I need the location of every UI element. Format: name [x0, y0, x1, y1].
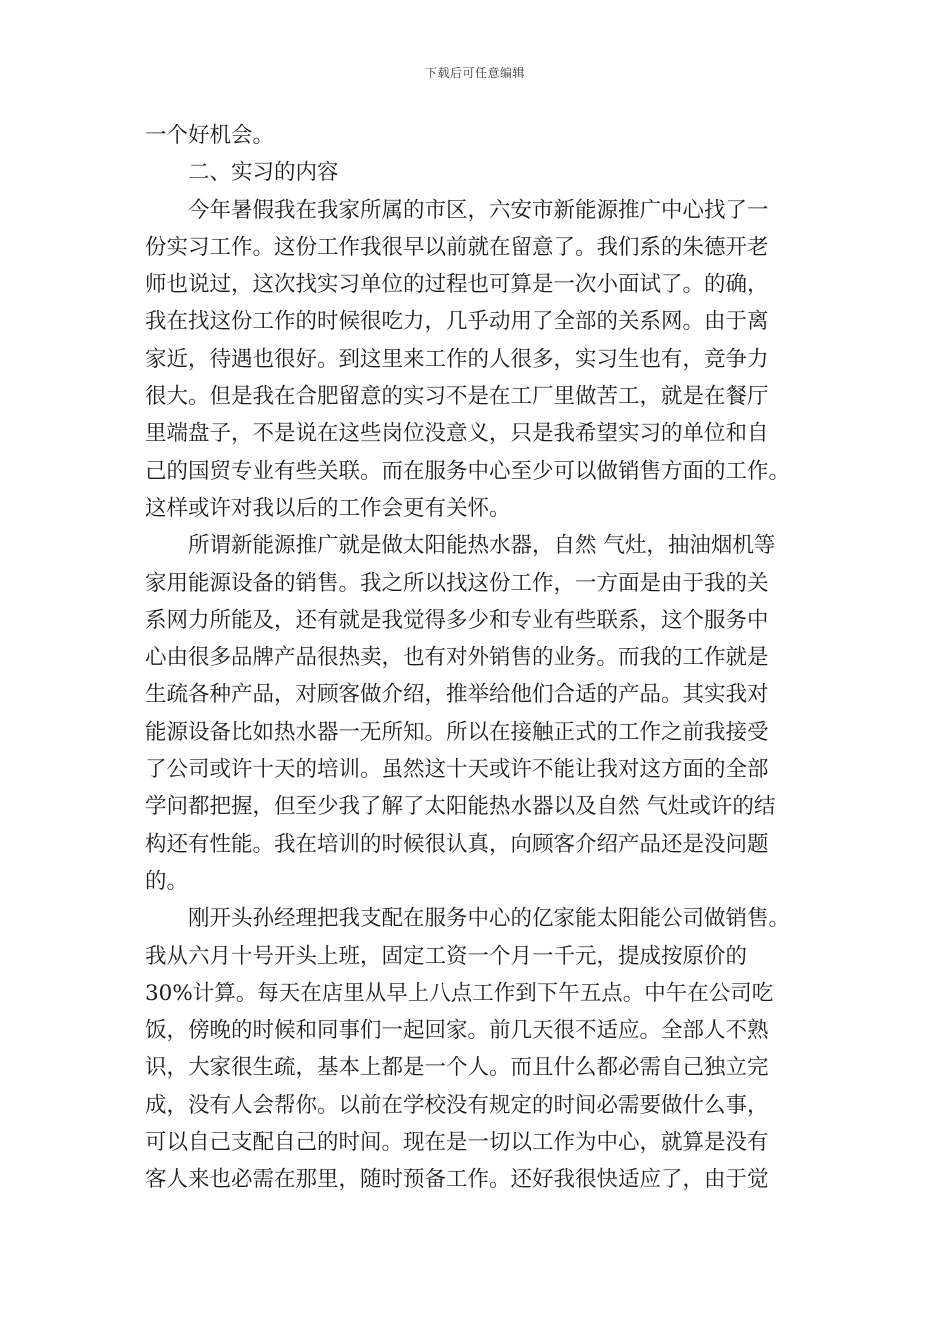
text-line: 学问都把握，但至少我了解了太阳能热水器以及自然 气灶或许的结 [145, 794, 776, 820]
text-line: 家近，待遇也很好。到这里来工作的人很多，实习生也有，竞争力 [145, 346, 769, 372]
text-line: 二、实习的内容 [188, 160, 339, 186]
text-line: 饭，傍晚的时候和同事们一起回家。前几天很不适应。全部人不熟 [145, 1018, 769, 1044]
text-line: 一个好机会。 [145, 123, 275, 148]
text-line: 这样或许对我以后的工作会更有关怀。 [145, 495, 511, 521]
text-line: 师也说过，这次找实习单位的过程也可算是一次小面试了。的确， [145, 272, 769, 298]
text-line: 的。 [145, 868, 189, 894]
text-line: 己的国贸专业有些关联。而在服务中心至少可以做销售方面的工作。 [145, 458, 791, 484]
text-line: 30%计算。每天在店里从早上八点工作到下午五点。中午在公司吃 [145, 980, 774, 1006]
text-line: 我在找这份工作的时候很吃力，几乎动用了全部的关系网。由于离 [145, 309, 769, 335]
text-line: 成，没有人会帮你。以前在学校没有规定的时间必需要做什么事， [145, 1092, 769, 1118]
text-line: 心由很多品牌产品很热卖，也有对外销售的业务。而我的工作就是 [145, 645, 769, 671]
text-line: 所谓新能源推广就是做太阳能热水器，自然 气灶，抽油烟机等 [188, 533, 776, 559]
text-line: 份实习工作。这份工作我很早以前就在留意了。我们系的朱德开老 [145, 234, 769, 260]
text-line: 客人来也必需在那里，随时预备工作。还好我很快适应了，由于觉 [145, 1167, 769, 1193]
body-text [145, 117, 805, 1199]
text-line: 能源设备比如热水器一无所知。所以在接触正式的工作之前我接受 [145, 719, 769, 745]
text-line: 家用能源设备的销售。我之所以找这份工作，一方面是由于我的关 [145, 570, 769, 596]
text-line: 构还有性能。我在培训的时候很认真，向顾客介绍产品还是没问题 [145, 831, 769, 857]
text-line: 刚开头孙经理把我支配在服务中心的亿家能太阳能公司做销售。 [188, 906, 791, 932]
text-line: 很大。但是我在合肥留意的实习不是在工厂里做苦工，就是在餐厅 [145, 384, 769, 410]
text-line: 识，大家很生疏，基本上都是一个人。而且什么都必需自己独立完 [145, 1055, 769, 1081]
text-line: 可以自己支配自己的时间。现在是一切以工作为中心，就算是没有 [145, 1130, 769, 1156]
text-line: 我从六月十号开头上班，固定工资一个月一千元，提成按原价的 [145, 943, 748, 969]
text-line: 今年暑假我在我家所属的市区，六安市新能源推广中心找了一 [188, 197, 769, 223]
text-line: 里端盘子，不是说在这些岗位没意义，只是我希望实习的单位和自 [145, 421, 769, 447]
text-line: 系网力所能及，还有就是我觉得多少和专业有些联系，这个服务中 [145, 607, 769, 633]
page-header: 下载后可任意编辑 [424, 66, 525, 80]
text-line: 了公司或许十天的培训。虽然这十天或许不能让我对这方面的全部 [145, 757, 769, 783]
text-line: 生疏各种产品，对顾客做介绍，推举给他们合适的产品。其实我对 [145, 682, 769, 708]
